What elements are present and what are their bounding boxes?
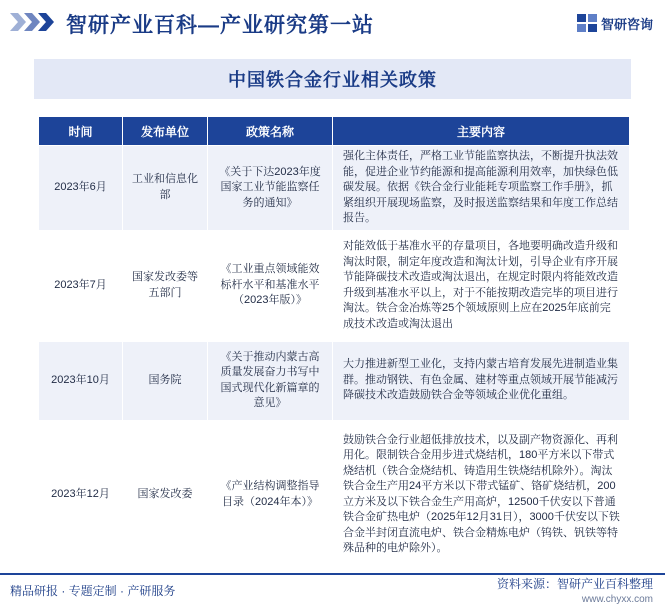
cell-policy: 《关于下达2023年度国家工业节能监察任务的通知》 <box>208 146 333 231</box>
cell-policy: 《工业重点领域能效标杆水平和基准水平（2023年版）》 <box>208 230 333 341</box>
chevron-right-icon <box>38 13 54 31</box>
brand-logo <box>577 13 653 33</box>
cell-content: 强化主体责任，严格工业节能监察执法，不断提升执法效能，促进企业节约能源和提高能源利用效率，加快绿色低碳发展。依据《铁合金行业能耗专项监察工作手册》，抓紧组织开展现场监察，及时报送监察结果和年度工作总结报告。 <box>333 146 630 231</box>
brand-mark-icon <box>577 14 597 32</box>
section-title: 中国铁合金行业相关政策 <box>228 70 437 90</box>
page-title: 智研产业百科—产业研究第一站 <box>66 14 374 37</box>
site-url: www.chyxx.com <box>581 594 653 605</box>
cell-issuer: 国家发改委等五部门 <box>123 230 208 341</box>
cell-time: 2023年10月 <box>39 341 123 420</box>
column-header-policy: 政策名称 <box>208 117 333 146</box>
source-note: 资料来源：智研产业百科整理 <box>496 577 653 591</box>
cell-issuer: 国家发改委 <box>123 420 208 569</box>
page-footer <box>0 573 665 609</box>
cell-issuer: 工业和信息化部 <box>123 146 208 231</box>
cell-time: 2023年12月 <box>39 420 123 569</box>
cell-policy: 《产业结构调整指导目录（2024年本）》 <box>208 420 333 569</box>
footer-services: 精品研报 · 专题定制 · 产研服务 <box>10 584 176 598</box>
cell-time: 2023年6月 <box>39 146 123 231</box>
cell-time: 2023年7月 <box>39 230 123 341</box>
table-row <box>39 146 630 231</box>
cell-policy: 《关于推动内蒙古高质量发展奋力书写中国式现代化新篇章的意见》 <box>208 341 333 420</box>
policy-table <box>38 116 630 570</box>
cell-content: 鼓励铁合金行业超低排放技术，以及副产物资源化、再利用化。限制铁合金用步进式烧结机，180平方米以下带式烧结机（铁合金烧结机、铸造用生铁烧结机除外）。淘汰铁合金生产用24平方米以下带式锰矿、铬矿烧结机，200立方米及以下铁合金生产用高炉，12500千伏安以下普通铁合金矿热电炉（2025年12月31日），3000千伏安以下铁合金半封闭直流电炉、铁合金精炼电炉（钨铁、钒铁等特殊品种的电炉除外）。 <box>333 420 630 569</box>
column-header-issuer: 发布单位 <box>123 117 208 146</box>
column-header-content: 主要内容 <box>333 117 630 146</box>
cell-content: 对能效低于基准水平的存量项目，各地要明确改造升级和淘汰时限，制定年度改造和淘汰计划，引导企业有序开展节能降碳技术改造或淘汰退出，在规定时限内将能效改造升级到基准水平以上，对于不能按期改造完毕的项目进行淘汰。铁合金冶炼等25个领域原则上应在2025年底前完成技术改造或淘汰退出 <box>333 230 630 341</box>
page-header <box>0 0 665 44</box>
table-row <box>39 341 630 420</box>
column-header-time: 时间 <box>39 117 123 146</box>
brand-name: 智研咨询 <box>600 16 653 32</box>
table-row <box>39 420 630 569</box>
section-title-band <box>34 59 631 99</box>
table-header-row <box>39 117 630 146</box>
table-row <box>39 230 630 341</box>
footer-source-block <box>497 575 653 605</box>
cell-issuer: 国务院 <box>123 341 208 420</box>
cell-content: 大力推进新型工业化，支持内蒙古培育发展先进制造业集群。推动钢铁、有色金属、建材等重点领域开展节能减污降碳技术改造鼓励铁合金等领域企业优化重组。 <box>333 341 630 420</box>
